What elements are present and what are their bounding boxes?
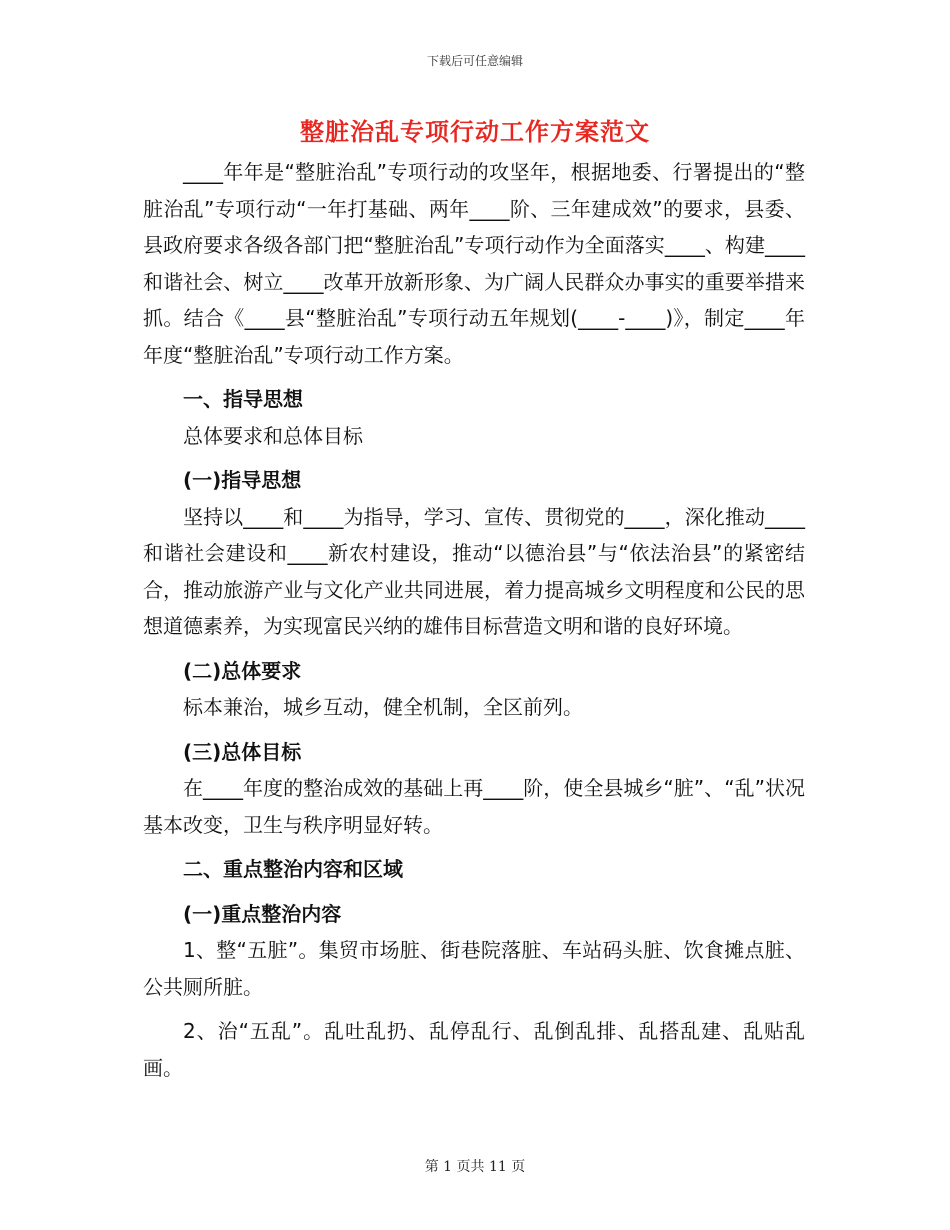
subheading-key-content: (一)重点整治内容 xyxy=(183,901,342,926)
section-heading-guiding-ideology: 一、指导思想 xyxy=(183,387,303,411)
overall-goals-paragraph: 在____年度的整治成效的基础上再____阶，使全县城乡“脏”、“乱”状况基本改变，卫生与秩序明显好转。 xyxy=(143,776,805,837)
list-item-five-dirty: 1、整“五脏”。集贸市场脏、街巷院落脏、车站码头脏、饮食摊点脏、公共厕所脏。 xyxy=(143,938,805,999)
subheading-overall-goals: (三)总体目标 xyxy=(183,739,302,764)
overall-requirements-paragraph: 标本兼治，城乡互动，健全机制，全区前列。 xyxy=(183,695,583,719)
page-footer: 第 1 页共 11 页 xyxy=(424,1159,526,1175)
document-body xyxy=(143,154,805,1086)
subheading-guiding-ideology: (一)指导思想 xyxy=(183,468,302,492)
header-note: 下载后可任意编辑 xyxy=(426,54,523,68)
subheading-overall: 总体要求和总体目标 xyxy=(183,423,363,448)
document-title: 整脏治乱专项行动工作方案范文 xyxy=(300,118,650,146)
intro-paragraph: ____年年是“整脏治乱”专项行动的攻坚年，根据地委、行署提出的“整脏治乱”专项行动“一年打基础、两年____阶、三年建成效”的要求，县委、县政府要求各级各部门把“整脏治乱”专项行动作为全面落实____、构建____和谐社会、树立____改革开放新形象、为广阔人民群众办事实的重要举措来抓。结合《____县“整脏治乱”专项行动五年规划(____-____)》，制定____年年度“整脏治乱”专项行动工作方案。 xyxy=(143,160,805,367)
section-heading-key-content: 二、重点整治内容和区域 xyxy=(183,857,403,881)
list-item-five-chaos: 2、治“五乱”。乱吐乱扔、乱停乱行、乱倒乱排、乱搭乱建、乱贴乱画。 xyxy=(143,1019,805,1080)
guiding-ideology-paragraph: 坚持以____和____为指导，学习、宣传、贯彻党的____，深化推动____和谐社会建设和____新农村建设，推动“以德治县”与“依法治县”的紧密结合，推动旅游产业与文化产业共同进展，着力提高城乡文明程度和公民的思想道德素养，为实现富民兴纳的雄伟目标营造文明和谐的良好环境。 xyxy=(143,504,805,638)
subheading-overall-requirements: (二)总体要求 xyxy=(183,658,302,683)
